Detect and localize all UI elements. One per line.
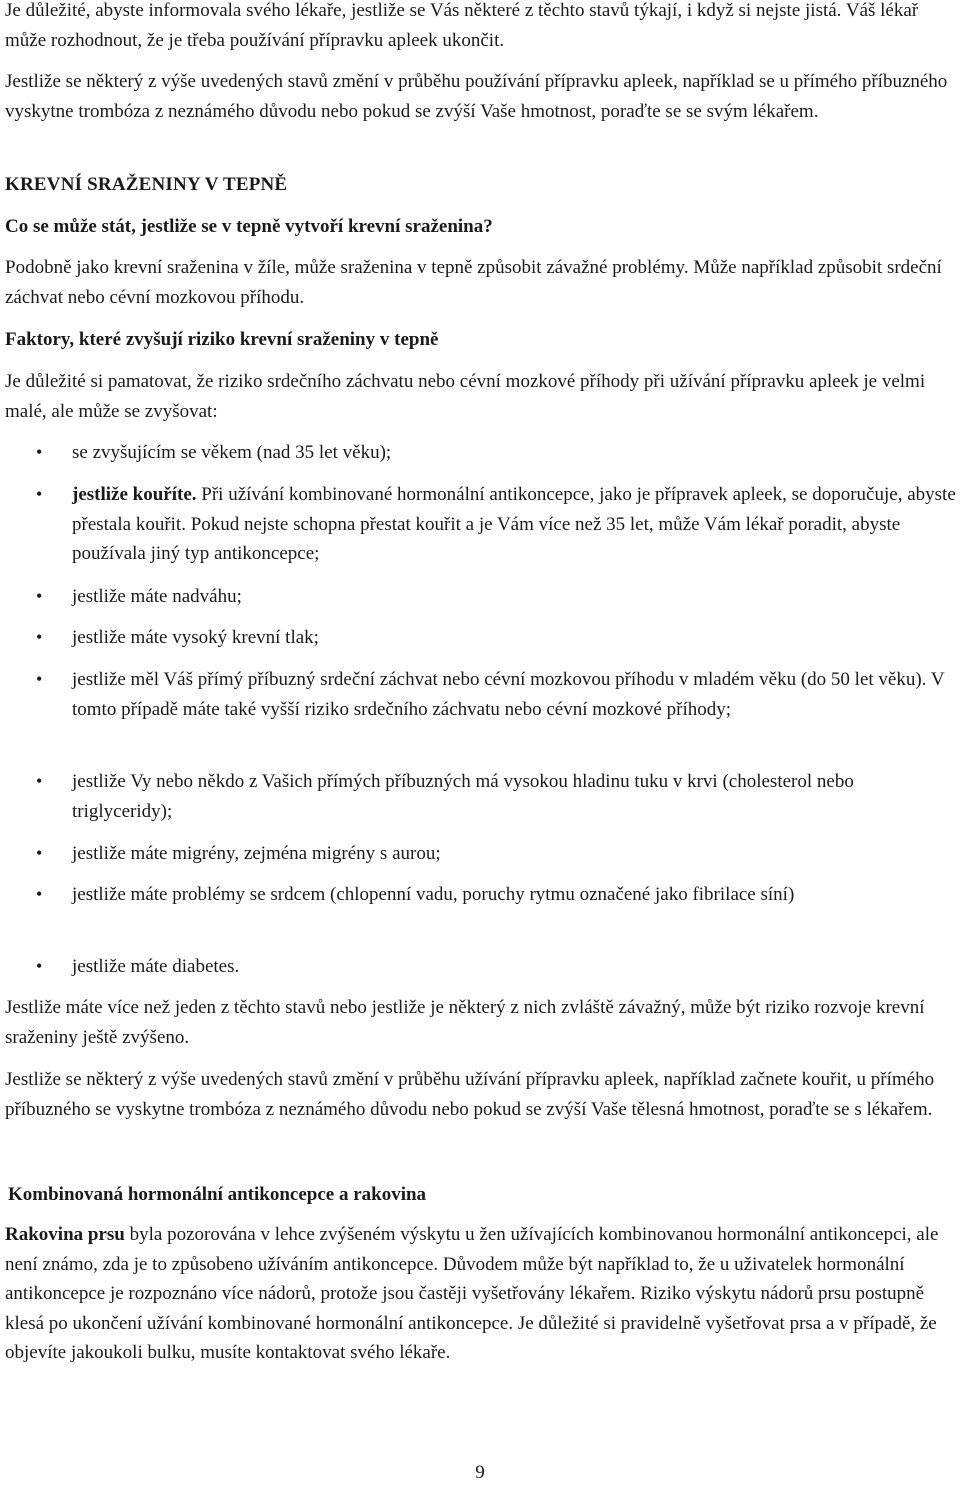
change-advice-paragraph-2: Jestliže se některý z výše uvedených stavů změní v průběhu užívání přípravku apleek, například začnete kouřit, u přímého příbuzného se vyskytne trombóza z neznámého důvodu nebo pokud se zvýší Vaše tělesná hmotnost, poraďte se s lékařem. — [5, 1069, 935, 1120]
bullet-icon: • — [36, 956, 43, 976]
list-item-text: jestliže měl Váš přímý příbuzný srdeční záchvat nebo cévní mozkovou příhodu v mladém věku (do 50 let věku). V tomto případě máte také vyšší riziko srdečního záchvatu nebo cévní mozkové příhody; — [72, 669, 945, 720]
breast-cancer-emphasis: Rakovina prsu — [5, 1224, 125, 1245]
bullet-icon: • — [36, 627, 43, 647]
list-item-text: jestliže Vy nebo někdo z Vašich přímých příbuzných má vysokou hladinu tuku v krvi (cholesterol nebo triglyceridy); — [72, 771, 854, 822]
smoking-emphasis: jestliže kouříte. — [72, 484, 197, 505]
bullet-icon: • — [36, 884, 43, 904]
list-item-text: jestliže máte problémy se srdcem (chlopenní vadu, poruchy rytmu označené jako fibrilace síní) — [72, 884, 795, 905]
change-advice-paragraph: Jestliže se některý z výše uvedených stavů změní v průběhu používání přípravku apleek, například se u přímého příbuzného vyskytne trombóza z neznámého důvodu nebo pokud se zvýší Vaše hmotnost, poraďte se se svým lékařem. — [5, 71, 948, 122]
list-item-text: jestliže máte diabetes. — [72, 956, 240, 977]
list-item-text: jestliže máte vysoký krevní tlak; — [72, 627, 319, 648]
breast-cancer-text: byla pozorována v lehce zvýšeném výskytu u žen užívajících kombinovanou hormonální antikoncepci, ale není známo, zda je to způsobeno užíváním antikoncepce. Důvodem může být například to, že u uživatelek hormonální antikoncepce je rozpoznáno více nádorů, protože jsou častěji vyšetřovány lékařem. Riziko výskytu nádorů prsu postupně klesá po ukončení užívání kombinované hormonální antikoncepce. Je důležité si pravidelně vyšetřovat prsa a v případě, že objevíte jakoukoli bulku, musíte kontaktovat svého lékaře. — [5, 1224, 939, 1363]
breast-cancer-paragraph — [5, 1220, 957, 1368]
risk-factors-subheading: Faktory, které zvyšují riziko krevní sraženiny v tepně — [5, 329, 439, 350]
cancer-subheading: Kombinovaná hormonální antikoncepce a rakovina — [8, 1184, 427, 1205]
bullet-icon: • — [36, 669, 43, 689]
smoking-details: Při užívání kombinované hormonální antikoncepce, jako je přípravek apleek, se doporučuje, abyste přestala kouřit. Pokud nejste schopna přestat kouřit a je Vám více než 35 let, může Vám lékař poradit, abyste používala jiný typ antikoncepce; — [72, 484, 956, 564]
list-item-text: jestliže máte nadváhu; — [72, 586, 242, 607]
bullet-icon: • — [36, 484, 43, 504]
bullet-icon: • — [36, 771, 43, 791]
list-item-text: jestliže máte migrény, zejména migrény s aurou; — [72, 843, 441, 864]
risk-remember-paragraph: Je důležité si pamatovat, že riziko srdečního záchvatu nebo cévní mozkové příhody při užívání přípravku apleek je velmi malé, ale může se zvyšovat: — [5, 371, 926, 422]
what-happens-subheading: Co se může stát, jestliže se v tepně vytvoří krevní sraženina? — [5, 216, 493, 237]
bullet-icon: • — [36, 442, 43, 462]
list-item-text — [72, 480, 956, 569]
arterial-clot-heading: KREVNÍ SRAŽENINY V TEPNĚ — [5, 174, 288, 195]
multiple-conditions-paragraph: Jestliže máte více než jeden z těchto stavů nebo jestliže je některý z nich zvláště závažný, může být riziko rozvoje krevní sraženiny ještě zvýšeno. — [5, 997, 925, 1048]
intro-paragraph: Je důležité, abyste informovala svého lékaře, jestliže se Vás některé z těchto stavů týkají, i když si nejste jistá. Váš lékař může rozhodnout, že je třeba používání přípravku apleek ukončit. — [5, 0, 919, 51]
list-item-text: se zvyšujícím se věkem (nad 35 let věku); — [72, 442, 392, 463]
page-number: 9 — [475, 1462, 485, 1483]
similar-problems-paragraph: Podobně jako krevní sraženina v žíle, může sraženina v tepně způsobit závažné problémy. Může například způsobit srdeční záchvat nebo cévní mozkovou příhodu. — [5, 257, 942, 308]
bullet-icon: • — [36, 843, 43, 863]
bullet-icon: • — [36, 586, 43, 606]
